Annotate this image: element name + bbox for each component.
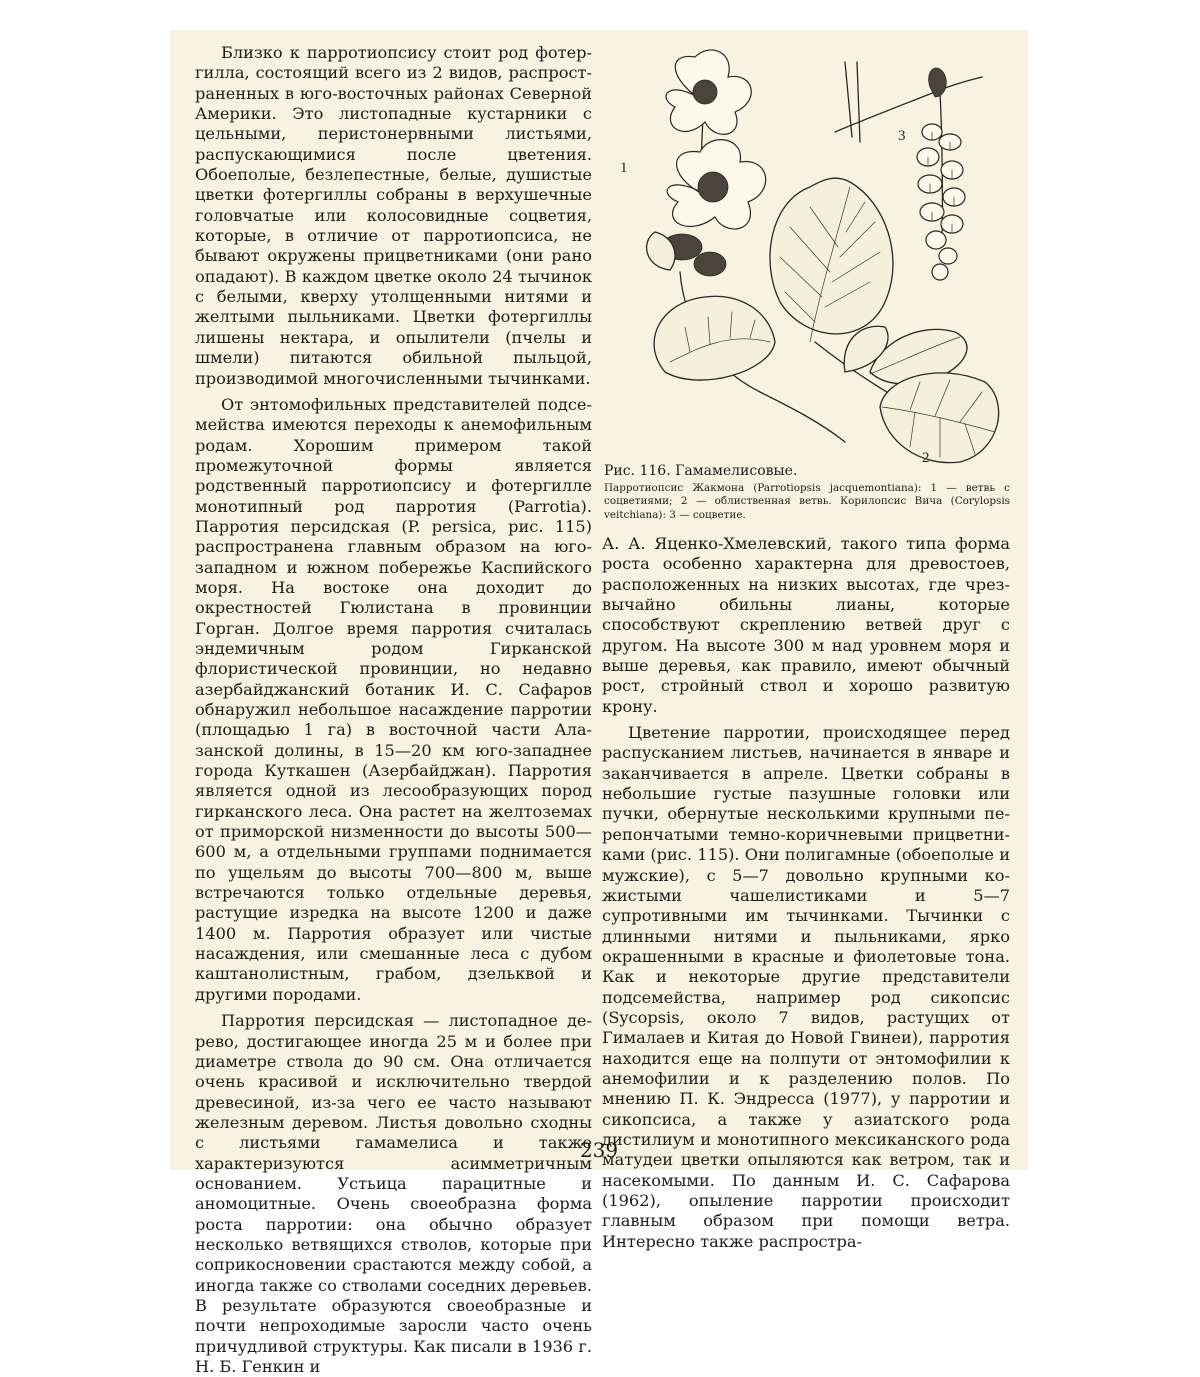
leaf-lower-left xyxy=(654,296,775,380)
paragraph-parrotia-range: От энтомофильных представителей подсемейства имеются переходы к анемофильным родам. Хорошим примером такой промежуточной формы является родственный парротиопсису и фотергилле монотипный род парротия (Parrotia). Парротия персидская (P. persica, рис. 115) распространена главным образом на юго-западном и южном побережье Каспийского моря. На востоке она доходит до окрестностей Гюлистана в провинции Горган. Долгое время парротия считалась эндемичным родом Гирканской флористической провинции, но недавно азербайджанский ботаник И. С. Сафаров обнаружил небольшое насаждение парротии (площадью 1 га) в восточной части Алазанской долины, в 15—20 км юго-западнее города Куткашен (Азербайджан). Парротия является одной из лесообразующих пород гирканского леса. Она растет на желтоземах от приморской низменности до высоты 500—600 м, а отдельными группами поднимается по ущельям до высоты 700—800 м, выше встречаются только отдельные деревья, растущие изредка на высоте 1200 и даже 1400 м. Парротия образует или чистые насаждения, или смешанные леса с дубом каштанолистным, грабом, дзельквой и другими породами. xyxy=(195,394,592,1004)
caption-text: Парротиопсис Жакмона (Parrotiopsis jacquemontiana): 1 — ветвь с соцветиями; 2 — облиственная ветвь. Корилопсис Вича (Corylopsis veitchiana): 3 — соцветие. xyxy=(604,482,1010,521)
bud-cluster-2 xyxy=(694,252,726,276)
flower-top xyxy=(666,50,751,134)
paragraph-growth-form: А. А. Яценко-Хмелевский, такого типа форма роста особенно характерна для древостоев, расположенных на низких высотах, где чрезвычайно обильны лианы, которые способствуют скреплению ветвей друг с другом. На высоте 300 м над уровнем моря и выше деревья, как правило, имеют обычный рост, стройный ствол и хорошо развитую крону. xyxy=(602,534,1010,716)
caption-title: Рис. 116. Гамамелисовые. xyxy=(604,463,798,479)
page-number: 239 xyxy=(579,1138,619,1162)
botanical-illustration xyxy=(610,42,1018,470)
book-page xyxy=(170,30,1028,1376)
left-text-column xyxy=(195,43,592,1377)
figure-caption xyxy=(604,462,1010,522)
paragraph-fothergilla: Близко к парротиопсису стоит род фотергилла, состоящий всего из 2 видов, распространенных в юго-восточных районах Северной Америки. Это листопадные кустарники с цельными, перистонервными листьями, распускающимися после цветения. Обоеполые, безлепестные, белые, душистые цветки фотергиллы собраны в верхушечные головчатые или колосовидные соцветия, которые, в отличие от парротиопсиса, не бывают окружены прицветниками (они рано опадают). В каждом цветке около 24 тычинок с белыми, кверху утолщенными нитями и желтыми пыльниками. Цветки фотергиллы лишены нектара, и опылители (пчелы и шмели) питаются обильной пыльцой, производимой многочисленными тычинками. xyxy=(195,43,592,388)
figure-label-3: 3 xyxy=(898,128,906,144)
figure-label-2: 2 xyxy=(922,450,930,466)
paragraph-parrotia-description: Парротия персидская — листопадное дерево, достигающее иногда 25 м и более при диаметре ствола до 90 см. Она отличается очень красивой и исключительно твердой древесиной, из-за чего ее часто называют железным деревом. Листья довольно сходны с листьями гамамелиса и также характеризуются асимметричным основанием. Устьица парацитные и аномоцитные. Очень своеобразна форма роста парротии: она обычно образует несколько ветвящихся стволов, которые при соприкосновении срастаются между собой, а иногда также со стволами соседних деревьев. В результате образуются своеобразные и почти непроходимые заросли часто очень причудливой структуры. Как писали в 1936 г. Н. Б. Генкин и xyxy=(195,1011,592,1376)
leaf-large-upper xyxy=(770,178,893,334)
figure-label-1: 1 xyxy=(620,160,628,176)
flower-middle xyxy=(667,140,765,229)
paragraph-flowering: Цветение парротии, происходящее перед распусканием листьев, начинается в январе и заканчивается в апреле. Цветки собраны в небольшие густые пазушные головки или пучки, обернутые несколькими крупными перепончатыми темно-коричневыми прицветниками (рис. 115). Они полигамные (обоеполые и мужские), с 5—7 довольно крупными кожистыми чашелистиками и 5—7 супротивными им тычинками. Тычинки с длинными нитями и пыльниками, ярко окрашенными в красные и фиолетовые тона. Как и некоторые другие представители подсемейства, например род сикопсис (Sycopsis, около 7 видов, растущих от Гималаев и Китая до Новой Гвинеи), парротия находится еще на полпути от энтомофилии к анемофилии и к разделению полов. По мнению П. К. Эндресса (1977), у парротии и сикопсиса, а также у азиатского рода дистилиум и монотипного мексиканского рода матудеи цветки опыляются как ветром, так и насекомыми. По данным И. С. Сафарова (1962), опыление парротии происходит главным образом при помощи ветра. Интересно также распростра- xyxy=(602,723,1010,1251)
